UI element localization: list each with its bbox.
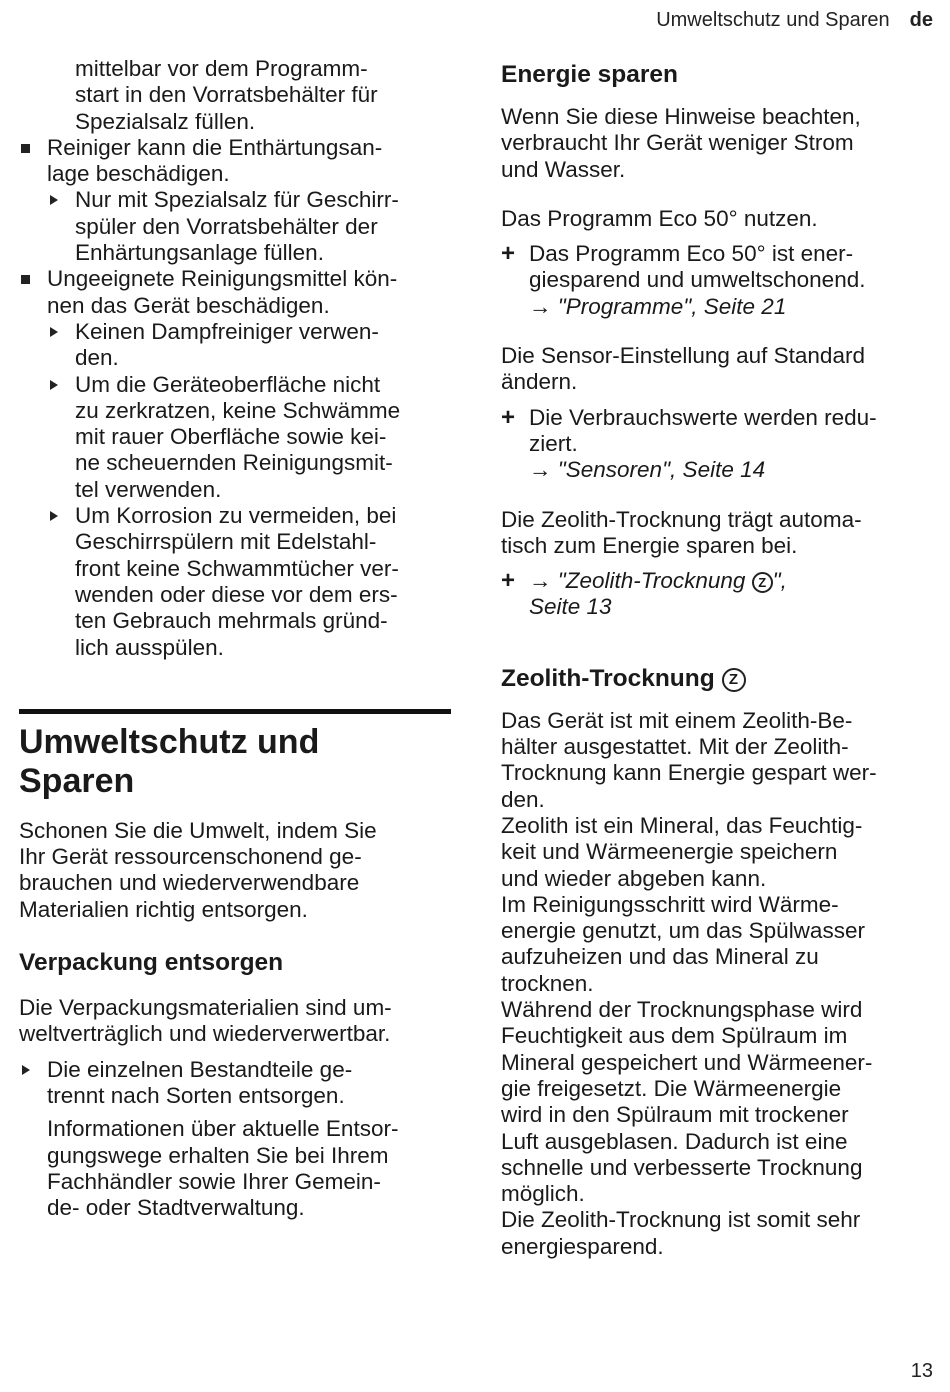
text-line: Die Verbrauchswerte werden redu- bbox=[529, 404, 877, 430]
text-line: mit rauer Oberfläche sowie kei- bbox=[75, 424, 387, 450]
text-line: Das Gerät ist mit einem Zeolith-Be- bbox=[501, 707, 853, 733]
action-step bbox=[19, 503, 451, 661]
text-line: Materialien richtig entsorgen. bbox=[19, 896, 308, 922]
plus-icon: + bbox=[501, 240, 516, 268]
text-line: Die Zeolith-Trocknung ist somit sehr bbox=[501, 1207, 861, 1233]
text-line: Zeolith ist ein Mineral, das Feuchtig- bbox=[501, 812, 863, 838]
text-line: wird in den Spülraum mit trockener bbox=[501, 1102, 849, 1128]
text-line: Ihr Gerät ressourcenschonend ge- bbox=[19, 844, 362, 870]
cross-reference bbox=[529, 294, 931, 320]
text-line: und Wasser. bbox=[501, 156, 626, 182]
square-bullet-icon bbox=[21, 275, 30, 284]
plus-icon: + bbox=[501, 403, 516, 431]
triangle-bullet-icon bbox=[22, 1065, 30, 1075]
benefit-item bbox=[501, 568, 931, 621]
zeolith-tip bbox=[501, 507, 931, 560]
triangle-bullet-icon bbox=[50, 327, 58, 337]
text-line: Wenn Sie diese Hinweise beachten, bbox=[501, 104, 861, 129]
text-line: Reiniger kann die Enthärtungsan- bbox=[47, 134, 383, 160]
zeolith-heading-text: Zeolith-Trocknung bbox=[501, 664, 715, 692]
text-line: nen das Gerät beschädigen. bbox=[47, 292, 330, 318]
text-line: Informationen über aktuelle Entsor- bbox=[47, 1116, 399, 1142]
text-line: Mineral gespeichert und Wärmeener- bbox=[501, 1049, 873, 1075]
text-line: giesparend und umweltschonend. bbox=[529, 267, 866, 293]
triangle-bullet-icon bbox=[50, 195, 58, 205]
text-line: trennt nach Sorten entsorgen. bbox=[47, 1082, 345, 1108]
text-line: Während der Trocknungsphase wird bbox=[501, 997, 863, 1023]
benefit-item bbox=[501, 241, 931, 320]
text-line: weltverträglich und wiederverwertbar. bbox=[19, 1021, 391, 1047]
text-line: Das Programm Eco 50° ist ener- bbox=[529, 241, 854, 267]
text-line: mittelbar vor dem Programm- bbox=[75, 56, 368, 81]
right-column bbox=[501, 56, 931, 1260]
text-line: keit und Wärmeenergie speichern bbox=[501, 839, 838, 865]
text-line: aufzuheizen und das Mineral zu bbox=[501, 944, 819, 970]
text-line: Spezialsalz füllen. bbox=[75, 108, 256, 134]
action-step bbox=[19, 1057, 451, 1110]
disposal-info bbox=[19, 1116, 451, 1221]
text-line: ändern. bbox=[501, 369, 578, 395]
text-line: wenden oder diese vor dem ers- bbox=[75, 581, 398, 607]
zeolith-body bbox=[501, 708, 931, 1260]
text-line: möglich. bbox=[501, 1181, 585, 1207]
warning-item bbox=[19, 135, 451, 188]
benefit-item bbox=[501, 405, 931, 484]
header-section-title: Umweltschutz und Sparen bbox=[656, 9, 890, 31]
text-line: lage beschädigen. bbox=[47, 161, 230, 187]
page-header bbox=[656, 9, 933, 32]
text-line: und wieder abgeben kann. bbox=[501, 865, 767, 891]
sensor-tip bbox=[501, 343, 931, 396]
text-line: verbraucht Ihr Gerät weniger Strom bbox=[501, 130, 854, 156]
text-line: Enhärtungsanlage füllen. bbox=[75, 240, 324, 266]
text-line: Die Sensor-Einstellung auf Standard bbox=[501, 343, 865, 369]
text-line: trocknen. bbox=[501, 970, 594, 996]
eco-tip: Das Programm Eco 50° nutzen. bbox=[501, 205, 818, 231]
arrow-right-icon: → bbox=[529, 568, 558, 594]
text-line: zu zerkratzen, keine Schwämme bbox=[75, 397, 401, 423]
text-line: front keine Schwammtücher ver- bbox=[75, 555, 399, 581]
text-line: tel verwenden. bbox=[75, 476, 222, 502]
warning-item bbox=[19, 266, 451, 319]
text-line: start in den Vorratsbehälter für bbox=[75, 82, 378, 108]
action-step bbox=[19, 372, 451, 503]
text-line: de- oder Stadtverwaltung. bbox=[47, 1195, 305, 1221]
text-line: Nur mit Spezialsalz für Geschirr- bbox=[75, 187, 399, 213]
arrow-right-icon: → bbox=[529, 457, 558, 483]
reference-text: "Zeolith-Trocknung bbox=[557, 568, 752, 594]
energy-intro bbox=[501, 104, 931, 183]
text-line: energiesparend. bbox=[501, 1233, 664, 1259]
text-line: den. bbox=[501, 786, 545, 812]
left-column bbox=[19, 56, 451, 1221]
text-line: Feuchtigkeit aus dem Spülraum im bbox=[501, 1023, 848, 1049]
energy-heading: Energie sparen bbox=[501, 61, 679, 88]
packaging-heading: Verpackung entsorgen bbox=[19, 949, 284, 977]
zeolith-icon: Z bbox=[722, 668, 746, 692]
reference-text: Seite 13 bbox=[529, 594, 612, 620]
zeolith-icon: Z bbox=[752, 572, 773, 593]
text-line: ten Gebrauch mehrmals gründ- bbox=[75, 608, 388, 634]
text-line: Die Zeolith-Trocknung trägt automa- bbox=[501, 506, 862, 532]
triangle-bullet-icon bbox=[50, 511, 58, 521]
reference-text: "Sensoren", Seite 14 bbox=[557, 457, 766, 483]
heading-line: Sparen bbox=[19, 761, 135, 800]
text-line: Die Verpackungsmaterialien sind um- bbox=[19, 995, 392, 1021]
action-step bbox=[19, 187, 451, 266]
text-line: spüler den Vorratsbehälter der bbox=[75, 213, 378, 239]
text-line: hälter ausgestattet. Mit der Zeolith- bbox=[501, 734, 849, 760]
text-line: gie freigesetzt. Die Wärmeenergie bbox=[501, 1075, 842, 1101]
square-bullet-icon bbox=[21, 144, 30, 153]
text-line: lich ausspülen. bbox=[75, 634, 224, 660]
text-line: Keinen Dampfreiniger verwen- bbox=[75, 318, 379, 344]
text-line: gungswege erhalten Sie bei Ihrem bbox=[47, 1142, 389, 1168]
salt-continuation bbox=[19, 56, 451, 135]
text-line: Trocknung kann Energie gespart wer- bbox=[501, 760, 877, 786]
text-line: Im Reinigungsschritt wird Wärme- bbox=[501, 891, 839, 917]
header-language: de bbox=[909, 9, 933, 31]
text-line: ziert. bbox=[529, 430, 578, 456]
text-line: Um die Geräteoberfläche nicht bbox=[75, 371, 381, 397]
heading-line: Umweltschutz und bbox=[19, 722, 320, 761]
text-line: tisch zum Energie sparen bei. bbox=[501, 532, 798, 558]
action-step bbox=[19, 319, 451, 372]
reference-text: ", bbox=[772, 568, 787, 594]
text-line: den. bbox=[75, 345, 119, 371]
cross-reference bbox=[529, 568, 931, 594]
text-line: ne scheuernden Reinigungsmit- bbox=[75, 450, 393, 476]
text-line: Die einzelnen Bestandteile ge- bbox=[47, 1056, 353, 1082]
packaging-text bbox=[19, 995, 451, 1048]
text-line: schnelle und verbesserte Trocknung bbox=[501, 1154, 863, 1180]
cross-reference bbox=[529, 457, 931, 483]
text-line: Fachhändler sowie Ihrer Gemein- bbox=[47, 1168, 381, 1194]
text-line: Geschirrspülern mit Edelstahl- bbox=[75, 529, 377, 555]
text-line: Ungeeignete Reinigungsmittel kön- bbox=[47, 266, 398, 292]
section-intro bbox=[19, 818, 451, 923]
text-line: Schonen Sie die Umwelt, indem Sie bbox=[19, 817, 377, 843]
text-line: Um Korrosion zu vermeiden, bei bbox=[75, 503, 397, 529]
text-line: energie genutzt, um das Spülwasser bbox=[501, 918, 865, 944]
page-number: 13 bbox=[910, 1360, 933, 1382]
reference-text: "Programme", Seite 21 bbox=[557, 293, 787, 319]
text-line: Luft ausgeblasen. Dadurch ist eine bbox=[501, 1128, 848, 1154]
arrow-right-icon: → bbox=[529, 293, 558, 319]
plus-icon: + bbox=[501, 567, 516, 595]
section-heading bbox=[19, 723, 451, 801]
zeolith-heading bbox=[501, 665, 931, 693]
text-line: brauchen und wiederverwendbare bbox=[19, 870, 360, 896]
section-divider bbox=[19, 709, 451, 714]
triangle-bullet-icon bbox=[50, 380, 58, 390]
